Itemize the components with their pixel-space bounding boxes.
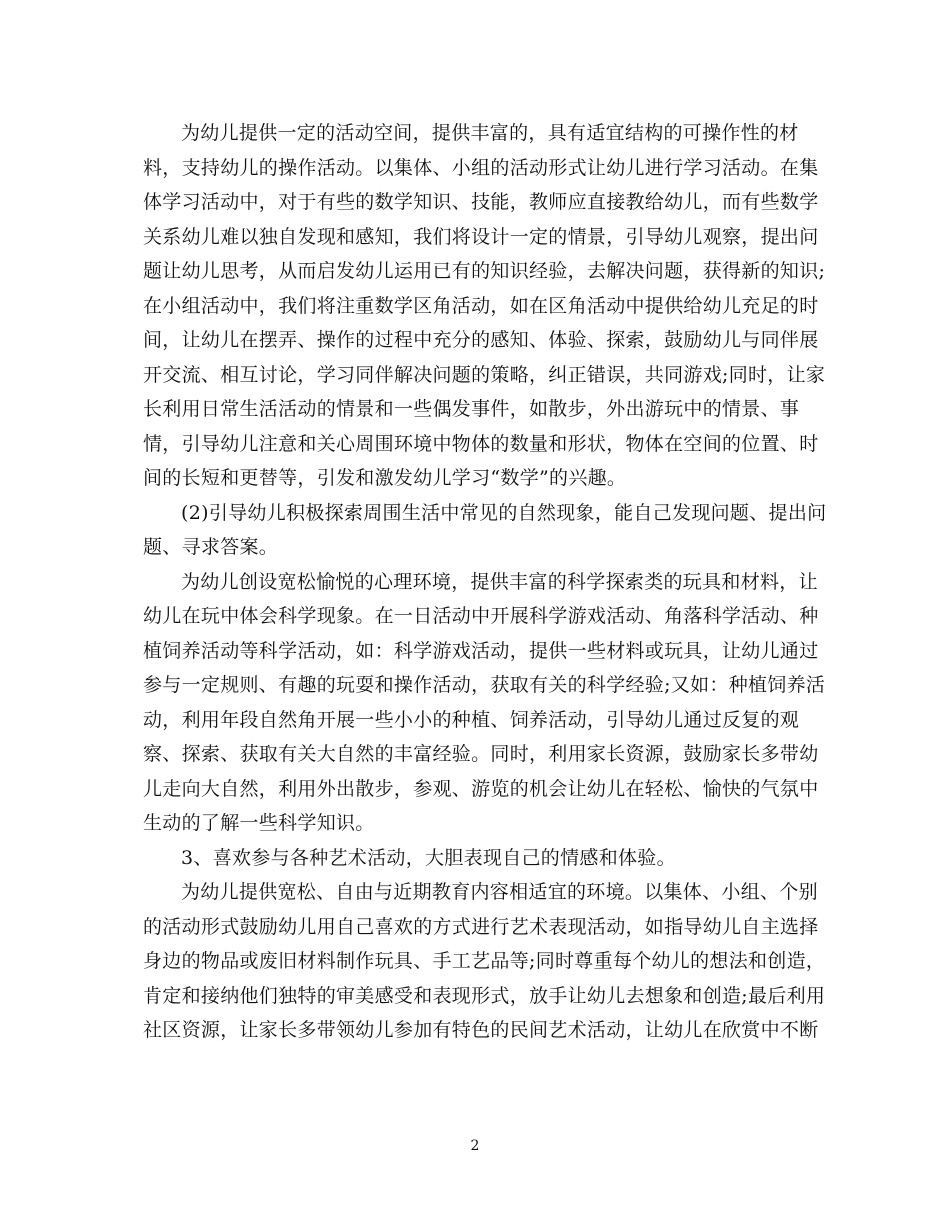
paragraph-line: 间，让幼儿在摆弄、操作的过程中充分的感知、体验、探索，鼓励幼儿与同伴展 [143, 329, 819, 351]
page-number: 2 [470, 1138, 480, 1154]
paragraph-line: 植饲养活动等科学活动，如：科学游戏活动，提供一些材料或玩具，让幼儿通过 [143, 639, 819, 662]
paragraph-line: 儿走向大自然，利用外出散步，参观、游览的机会让幼儿在轻松、愉快的气氛中 [143, 777, 819, 800]
paragraph-line: 生动的了解一些科学知识。 [143, 812, 375, 834]
paragraph-line: 为幼儿提供宽松、自由与近期教育内容相适宜的环境。以集体、小组、个别 [181, 881, 818, 903]
paragraph-line: 开交流、相互讨论，学习同伴解决问题的策略，纠正错误，共同游戏;同时，让家 [143, 363, 826, 386]
paragraph-line: 关系幼儿难以独自发现和感知，我们将设计一定的情景，引导幼儿观察，提出问 [143, 225, 819, 248]
paragraph-line: 间的长短和更替等，引发和激发幼儿学习“数学”的兴趣。 [143, 467, 627, 489]
paragraph-line: 的活动形式鼓励幼儿用自己喜欢的方式进行艺术表现活动，如指导幼儿自主选择 [143, 915, 819, 938]
paragraph-line: 察、探索、获取有关大自然的丰富经验。同时，利用家长资源，鼓励家长多带幼 [143, 743, 819, 765]
paragraph-line: 在小组活动中，我们将注重数学区角活动，如在区角活动中提供给幼儿充足的时 [143, 294, 819, 317]
paragraph-line: 长利用日常生活活动的情景和一些偶发事件，如散步，外出游玩中的情景、事 [143, 398, 800, 420]
section-heading: 3、喜欢参与各种艺术活动，大胆表现自己的情感和体验。 [181, 846, 676, 869]
paragraph-line: 肯定和接纳他们独特的审美感受和表现形式，放手让幼儿去想象和创造;最后利用 [143, 984, 826, 1007]
paragraph-line: 情，引导幼儿注意和关心周围环境中物体的数量和形状，物体在空间的位置、时 [143, 432, 819, 455]
paragraph-line: 料，支持幼儿的操作活动。以集体、小组的活动形式让幼儿进行学习活动。在集 [143, 156, 819, 179]
paragraph-line: 为幼儿创设宽松愉悦的心理环境，提供丰富的科学探索类的玩具和材料，让 [181, 570, 818, 593]
paragraph-line: 动，利用年段自然角开展一些小小的种植、饲养活动，引导幼儿通过反复的观 [143, 708, 800, 731]
paragraph-line: 题、寻求答案。 [143, 536, 279, 558]
paragraph-line: 社区资源，让家长多带领幼儿参加有特色的民间艺术活动，让幼儿在欣赏中不断 [143, 1019, 819, 1041]
paragraph-line: 参与一定规则、有趣的玩耍和操作活动，获取有关的科学经验;又如：种植饲养活 [143, 674, 826, 696]
paragraph-line: 幼儿在玩中体会科学现象。在一日活动中开展科学游戏活动、角落科学活动、种 [143, 605, 819, 627]
paragraph-line: 为幼儿提供一定的活动空间，提供丰富的，具有适宜结构的可操作性的材 [181, 122, 799, 144]
paragraph-line: 身边的物品或废旧材料制作玩具、手工艺品等;同时尊重每个幼儿的想法和创造， [143, 950, 826, 972]
paragraph-line: (2)引导幼儿积极探索周围生活中常见的自然现象，能自己发现问题、提出问 [181, 501, 827, 524]
body-text [143, 116, 827, 1048]
paragraph-line: 体学习活动中，对于有些的数学知识、技能，教师应直接教给幼儿，而有些数学 [143, 191, 819, 213]
paragraph-line: 题让幼儿思考，从而启发幼儿运用已有的知识经验，去解决问题，获得新的知识; [143, 260, 826, 282]
